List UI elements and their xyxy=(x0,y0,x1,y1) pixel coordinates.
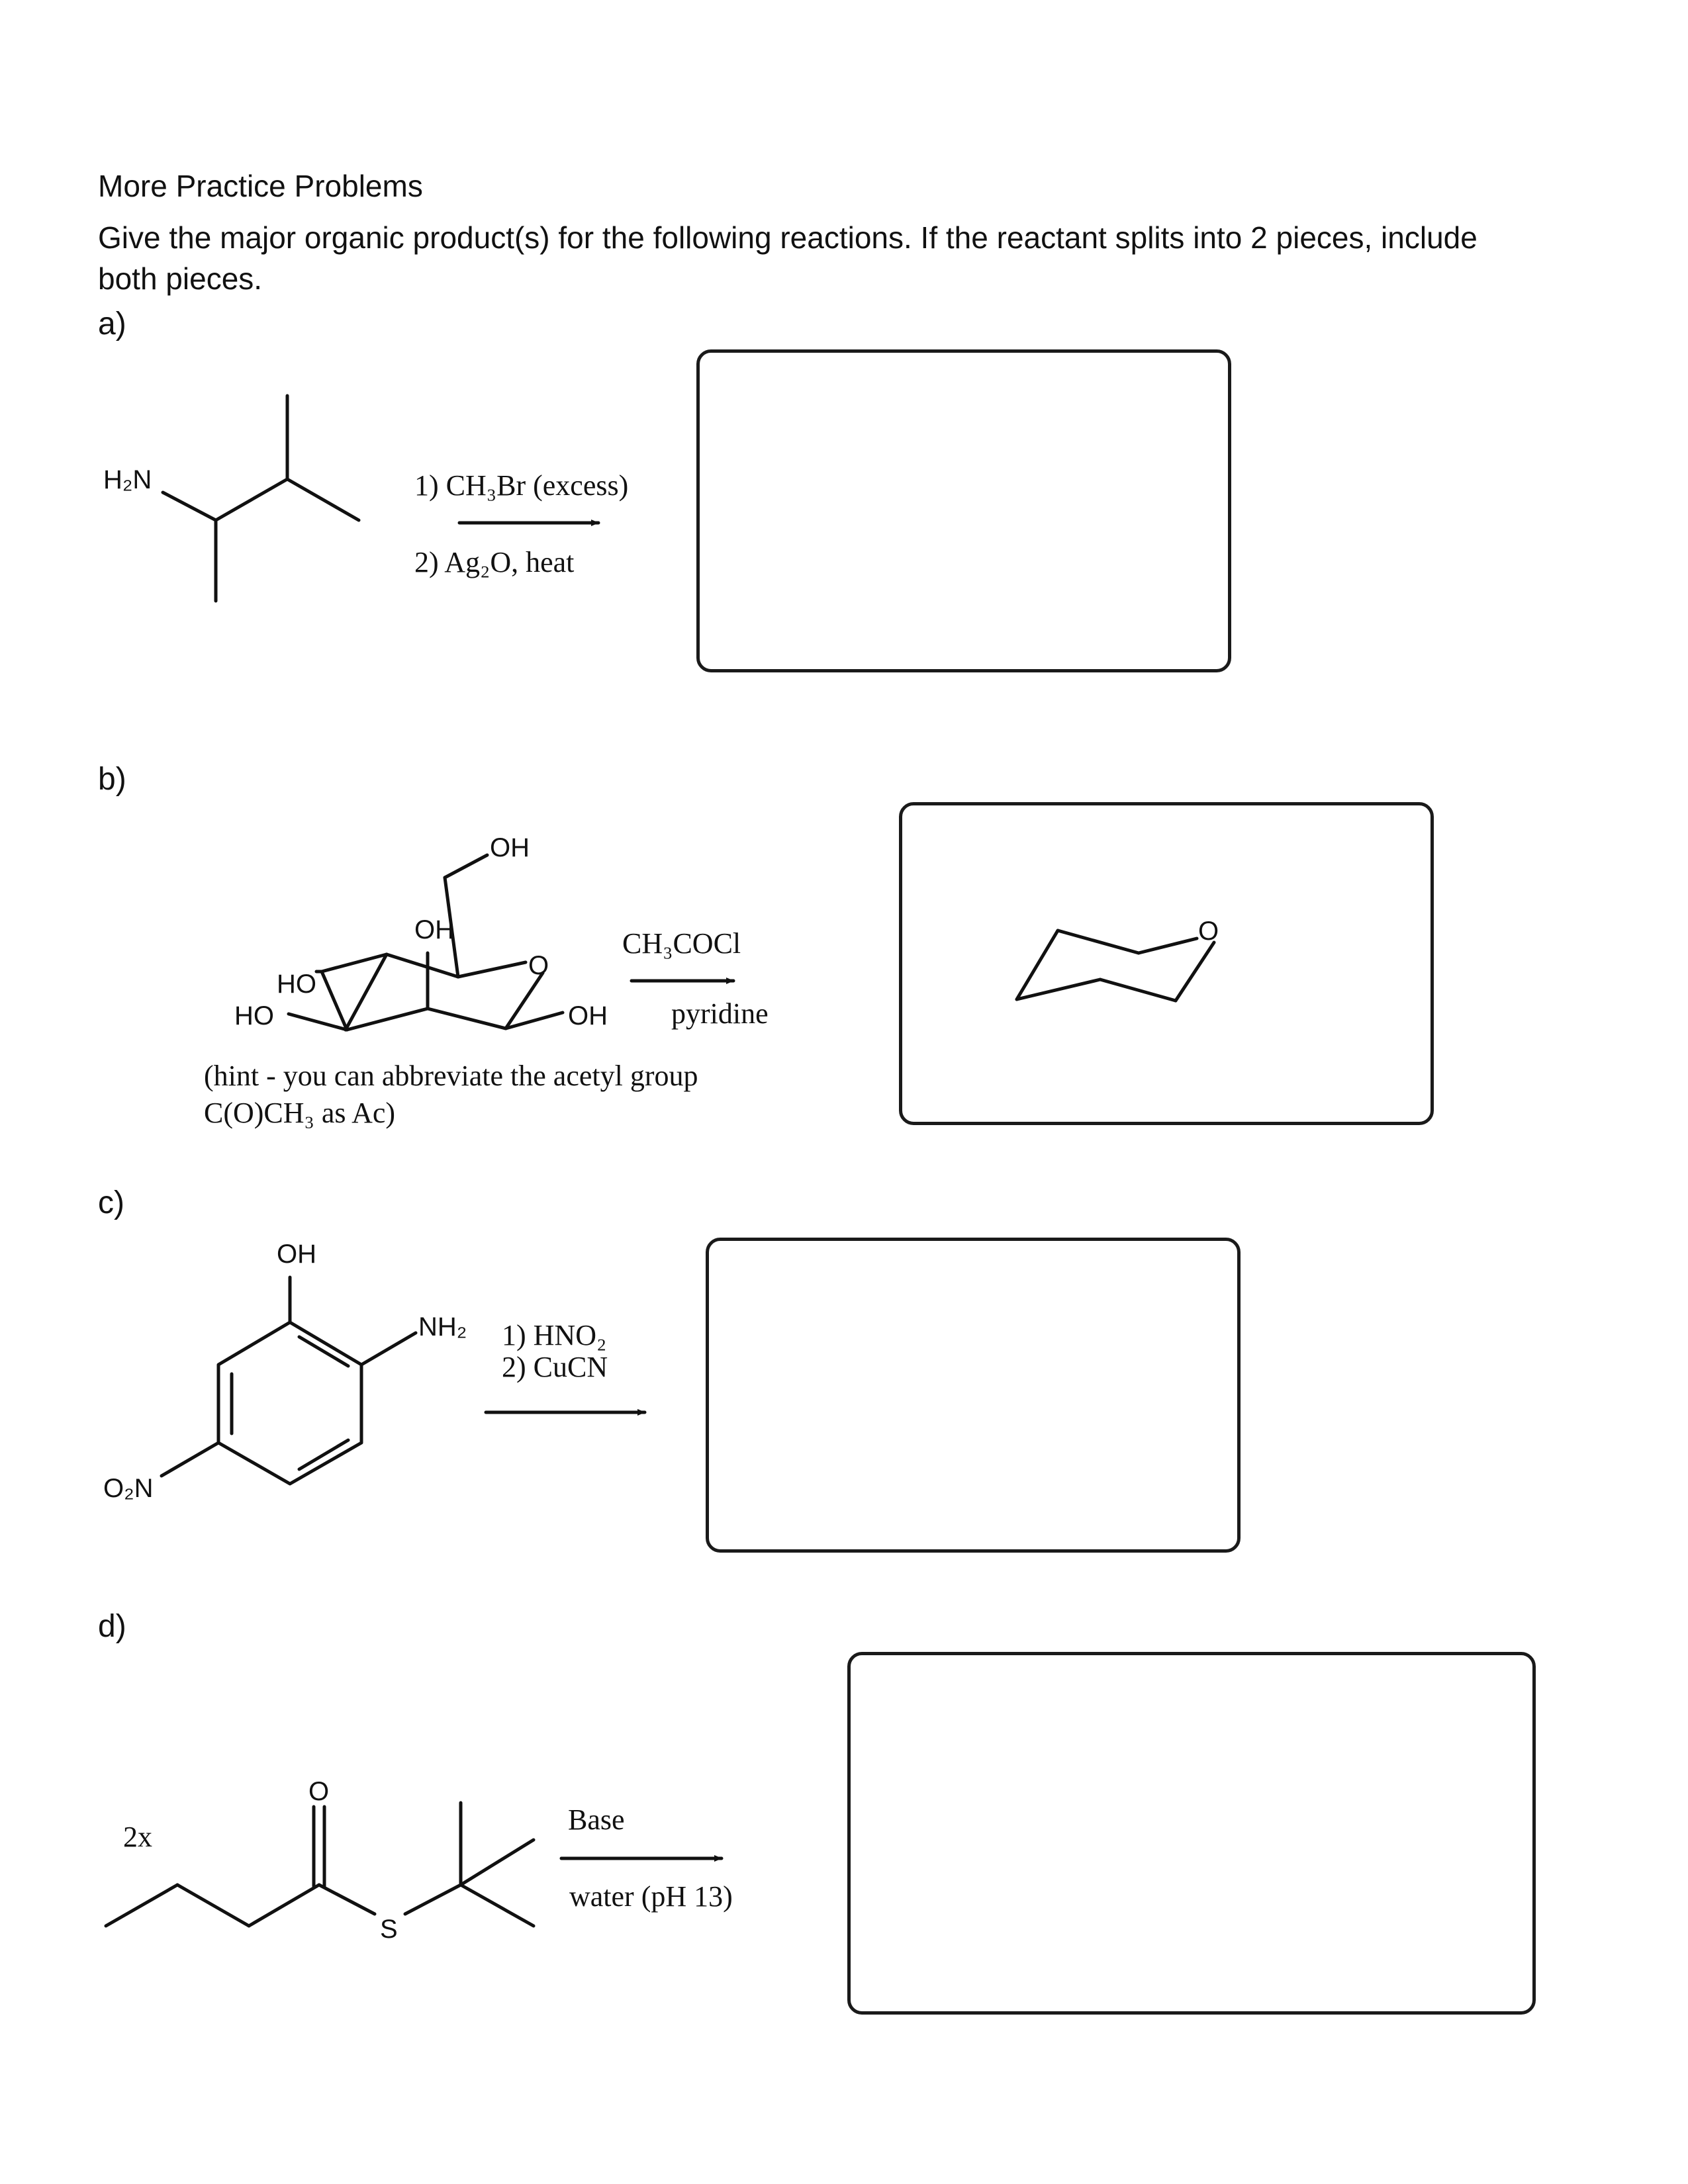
reagent-c-2: 2) CuCN xyxy=(502,1351,608,1383)
molecule-d xyxy=(106,1777,534,1944)
reagent-b-bottom: pyridine xyxy=(671,997,769,1030)
page-title: More Practice Problems xyxy=(98,169,423,203)
oh-right-label: OH xyxy=(568,1001,608,1030)
part-a-label: a) xyxy=(98,306,126,341)
oh-top-label: OH xyxy=(490,833,530,862)
answer-b-ring-oxygen: O xyxy=(1198,917,1219,946)
part-b-label: b) xyxy=(98,762,126,797)
molecule-c xyxy=(103,1240,467,1503)
no2-label-c: O₂N xyxy=(103,1474,154,1503)
oh-label-c: OH xyxy=(277,1240,316,1269)
ho-lower-label: HO xyxy=(234,1001,274,1030)
molecule-b xyxy=(234,833,608,1030)
multiplier-label-d: 2x xyxy=(123,1821,152,1853)
part-c-label: c) xyxy=(98,1185,124,1220)
hint-line-2: C(O)CH₃ as Ac) xyxy=(204,1097,396,1129)
ho-upper-label: HO xyxy=(277,970,316,999)
part-d-label: d) xyxy=(98,1609,126,1644)
molecule-a xyxy=(103,396,359,601)
reagent-a-2: 2) Ag₂O, heat xyxy=(414,546,575,578)
reagent-c-1: 1) HNO₂ xyxy=(502,1319,607,1351)
amine-group-label: H₂N xyxy=(103,465,152,494)
instructions: Give the major organic product(s) for the following reactions. If the reactant splits into 2 pieces, include both pieces. xyxy=(98,220,1477,296)
sulfur-label: S xyxy=(380,1915,398,1944)
carbonyl-oxygen-label: O xyxy=(308,1777,330,1806)
answer-b-ring-sketch xyxy=(1017,917,1219,1001)
ring-oxygen-label: O xyxy=(528,951,549,980)
reagent-b-top: CH₃COCl xyxy=(622,927,741,960)
nh2-label-c: NH₂ xyxy=(418,1312,467,1342)
oh-mid-label: OH xyxy=(414,915,454,944)
reagent-d-top: Base xyxy=(568,1803,625,1836)
reagent-a-1: 1) CH₃Br (excess) xyxy=(414,469,629,502)
reagent-d-bottom: water (pH 13) xyxy=(569,1880,733,1913)
hint-line-1: (hint - you can abbreviate the acetyl group xyxy=(204,1060,698,1092)
